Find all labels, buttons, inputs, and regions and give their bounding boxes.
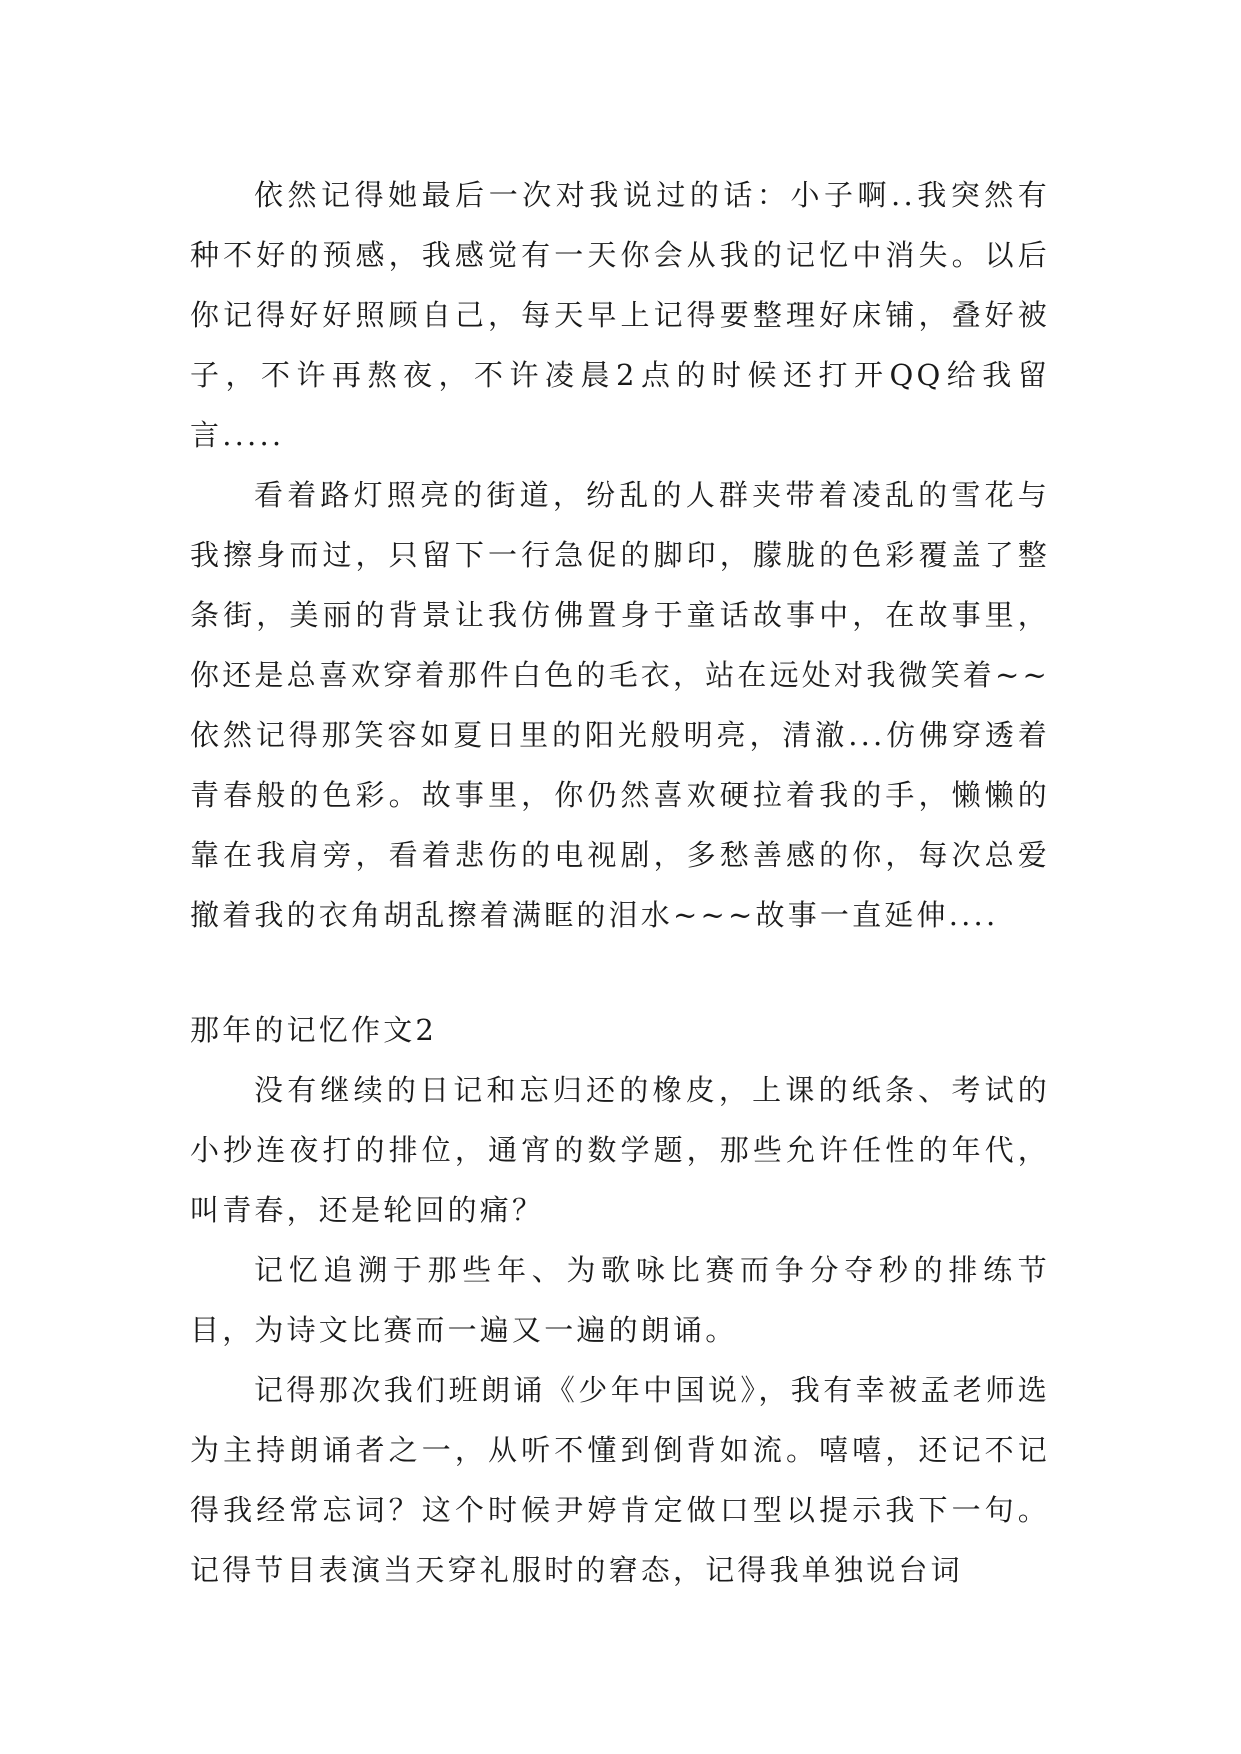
essay2-paragraph-2: 记忆追溯于那些年、为歌咏比赛而争分夺秒的排练节目，为诗文比赛而一遍又一遍的朗诵。 <box>190 1253 1050 1347</box>
essay2-paragraph-1: 没有继续的日记和忘归还的橡皮，上课的纸条、考试的小抄连夜打的排位，通宵的数学题，那些允许任性的年代，叫青春，还是轮回的痛？ <box>190 1073 1050 1227</box>
essay2-paragraph-3: 记得那次我们班朗诵《少年中国说》，我有幸被孟老师选为主持朗诵者之一，从听不懂到倒背如流。嘻嘻，还记不记得我经常忘词？这个时候尹婷肯定做口型以提示我下一句。记得节目表演当天穿礼服时的窘态，记得我单独说台词 <box>190 1373 1050 1587</box>
essay1-paragraph-1: 依然记得她最后一次对我说过的话：小子啊..我突然有种不好的预感，我感觉有一天你会从我的记忆中消失。以后你记得好好照顾自己，每天早上记得要整理好床铺，叠好被子，不许再熬夜，不许凌晨2点的时候还打开QQ给我留言..... <box>190 178 1051 452</box>
essay1-paragraph-2: 看着路灯照亮的街道，纷乱的人群夹带着凌乱的雪花与我擦身而过，只留下一行急促的脚印，朦胧的色彩覆盖了整条街，美丽的背景让我仿佛置身于童话故事中，在故事里，你还是总喜欢穿着那件白色的毛衣，站在远处对我微笑着~~依然记得那笑容如夏日里的阳光般明亮，清澈...仿佛穿透着青春般的色彩。故事里，你仍然喜欢硬拉着我的手，懒懒的靠在我肩旁，看着悲伤的电视剧，多愁善感的你，每次总爱撤着我的衣角胡乱擦着满眶的泪水~~~故事一直延伸.... <box>190 478 1050 932</box>
document-body <box>190 165 1050 1600</box>
essay2-title: 那年的记忆作文2 <box>190 1013 438 1047</box>
